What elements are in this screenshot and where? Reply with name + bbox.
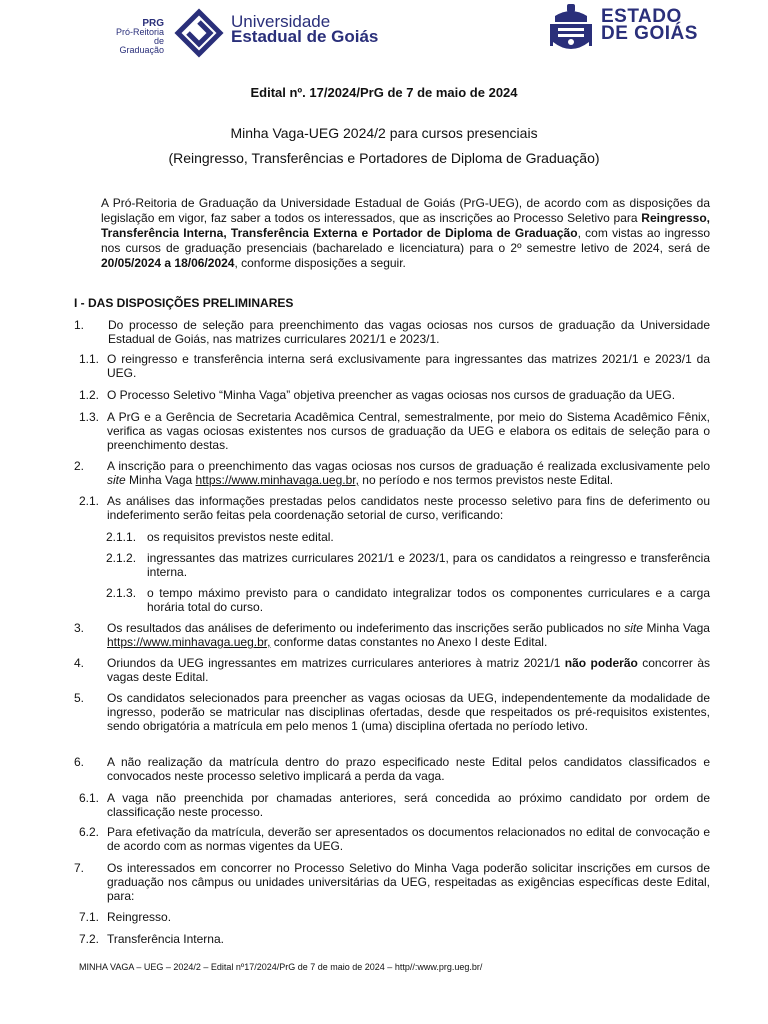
item-text-italic: site <box>624 621 643 635</box>
ueg-logo-text <box>231 14 378 44</box>
item-text-part: Minha Vaga <box>642 621 710 635</box>
item-text <box>107 656 710 684</box>
document-subtitle: Minha Vaga-UEG 2024/2 para cursos presenciais <box>230 125 538 141</box>
item-text: Os candidatos selecionados para preencher as vagas ociosas da UEG, independentemente da modalidade de ingresso, poderão se matricular nas disciplinas ofertadas, desde que respeitados os pré-requisitos existentes, sendo obrigatória a matrícula em pelo menos 1 (uma) disciplina ofertada no período letivo. <box>107 691 710 733</box>
item-number: 6.2. <box>79 825 100 839</box>
item-number: 5. <box>74 691 85 705</box>
ueg-logo-icon <box>172 8 226 58</box>
intro-dates: 20/05/2024 a 18/06/2024 <box>101 256 235 270</box>
minhavaga-link[interactable]: https://www.minhavaga.ueg.br, <box>107 635 271 649</box>
intro-text: , conforme disposições a seguir. <box>234 256 406 270</box>
item-number: 2.1. <box>79 494 100 508</box>
item-text: A não realização da matrícula dentro do prazo especificado neste Edital pelos candidatos classificados e convocados neste processo seletivo implicará a perda da vaga. <box>107 755 710 783</box>
item-number: 2. <box>74 459 85 473</box>
item-text-part: A inscrição para o preenchimento das vagas ociosas nos cursos de graduação é realizada exclusivamente pelo <box>107 459 710 473</box>
page-header <box>0 0 768 60</box>
item-text-part: Minha Vaga <box>125 473 196 487</box>
item-number: 6.1. <box>79 791 100 805</box>
item-text-italic: site <box>107 473 126 487</box>
item-text: os requisitos previstos neste edital. <box>147 530 334 544</box>
item-text: A vaga não preenchida por chamadas anteriores, será concedida ao próximo candidato por ordem de classificação neste processo. <box>107 791 710 819</box>
item-text: ingressantes das matrizes curriculares 2021/1 e 2023/1, para os candidatos a reingresso e transferência interna. <box>147 551 710 579</box>
intro-text: A Pró-Reitoria de Graduação da Universidade Estadual de Goiás (PrG-UEG), de acordo com as disposições da legislação em vigor, faz saber a todos os interessados, que as inscrições ao Processo Seletivo para <box>101 196 710 225</box>
state-line: ESTADO <box>601 6 682 27</box>
minhavaga-link[interactable]: https://www.minhavaga.ueg.br, <box>195 473 359 487</box>
item-number: 2.1.1. <box>106 530 137 544</box>
item-number: 6. <box>74 755 85 769</box>
item-text: o tempo máximo previsto para o candidato integralizar todos os componentes curriculares e a carga horária total do curso. <box>147 586 710 614</box>
state-line: DE GOIÁS <box>601 23 698 44</box>
item-text <box>107 459 710 487</box>
ueg-line: Universidade <box>231 12 331 31</box>
item-number: 7.1. <box>79 910 100 924</box>
prg-line: Graduação <box>119 45 164 55</box>
item-text-part: conforme datas constantes no Anexo I deste Edital. <box>270 635 548 649</box>
item-text: O Processo Seletivo “Minha Vaga” objetiva preencher as vagas ociosas nos cursos de graduação da UEG. <box>107 388 676 402</box>
item-text-part: concorrer às vagas deste Edital. <box>107 656 710 684</box>
document-title: Edital nº. 17/2024/PrG de 7 de maio de 2024 <box>250 85 518 100</box>
item-text: Os interessados em concorrer no Processo Seletivo do Minha Vaga poderão solicitar inscrições em cursos de graduação nos câmpus ou unidades universitárias da UEG, respeitadas as exigências específicas deste Edital, para: <box>107 861 710 903</box>
item-number: 4. <box>74 656 85 670</box>
item-text: O reingresso e transferência interna será exclusivamente para ingressantes das matrizes 2021/1 e 2023/1 da UEG. <box>107 352 710 380</box>
item-number: 1.1. <box>79 352 100 366</box>
item-number: 1. <box>74 318 85 332</box>
item-text: Do processo de seleção para preenchimento das vagas ociosas nos cursos de graduação da Universidade Estadual de Goiás, nas matrizes curriculares 2021/1 e 2023/1. <box>108 318 710 346</box>
item-number: 7.2. <box>79 932 100 946</box>
item-text: Para efetivação da matrícula, deverão ser apresentados os documentos relacionados no edital de convocação e de acordo com as normas vigentes da UEG. <box>107 825 710 853</box>
item-text-part: no período e nos termos previstos neste Edital. <box>358 473 614 487</box>
item-text-part: Oriundos da UEG ingressantes em matrizes curriculares anteriores à matriz 2021/1 <box>107 656 565 670</box>
item-number: 3. <box>74 621 85 635</box>
intro-bold: Reingresso, Transferência Interna, Transferência Externa e Portador de Diploma de Graduação <box>101 211 710 240</box>
item-text <box>107 621 710 649</box>
item-text-bold: não poderão <box>564 656 638 670</box>
item-text: Transferência Interna. <box>107 932 224 946</box>
item-text-part: Os resultados das análises de deferimento ou indeferimento das inscrições serão publicados no <box>107 621 625 635</box>
item-number: 1.2. <box>79 388 100 402</box>
document-subtitle: (Reingresso, Transferências e Portadores de Diploma de Graduação) <box>168 150 600 166</box>
item-number: 7. <box>74 861 85 875</box>
ueg-line: Estadual de Goiás <box>231 27 379 46</box>
item-number: 2.1.2. <box>106 551 137 565</box>
item-number: 1.3. <box>79 410 100 424</box>
page-footer: MINHA VAGA – UEG – 2024/2 – Edital nº17/2024/PrG de 7 de maio de 2024 – http//:www.prg.ueg.br/ <box>79 962 483 972</box>
prg-acronym: PRG <box>142 18 164 29</box>
item-text: As análises das informações prestadas pelos candidatos neste processo seletivo para fins de deferimento ou indeferimento serão feitas pela coordenação setorial de curso, verificando: <box>107 494 710 522</box>
section-heading: I - DAS DISPOSIÇÕES PRELIMINARES <box>74 296 294 310</box>
item-text: A PrG e a Gerência de Secretaria Acadêmica Central, semestralmente, por meio do Sistema Acadêmico Fênix, verifica as vagas ociosas existentes nos cursos de graduação da UEG e elabora os editais de seleção para o preenchimento destas. <box>107 410 710 452</box>
prg-logo-text <box>106 19 164 55</box>
state-logo-text <box>601 8 698 42</box>
state-coat-of-arms-icon <box>545 2 597 58</box>
item-number: 2.1.3. <box>106 586 137 600</box>
intro-paragraph <box>101 196 710 271</box>
intro-text: , com vistas ao ingresso nos cursos de graduação presenciais (bacharelado e licenciatura) para o 2º semestre letivo de 2024, será de <box>101 226 711 255</box>
prg-line: Pró-Reitoria de <box>115 27 164 46</box>
item-text: Reingresso. <box>107 910 172 924</box>
